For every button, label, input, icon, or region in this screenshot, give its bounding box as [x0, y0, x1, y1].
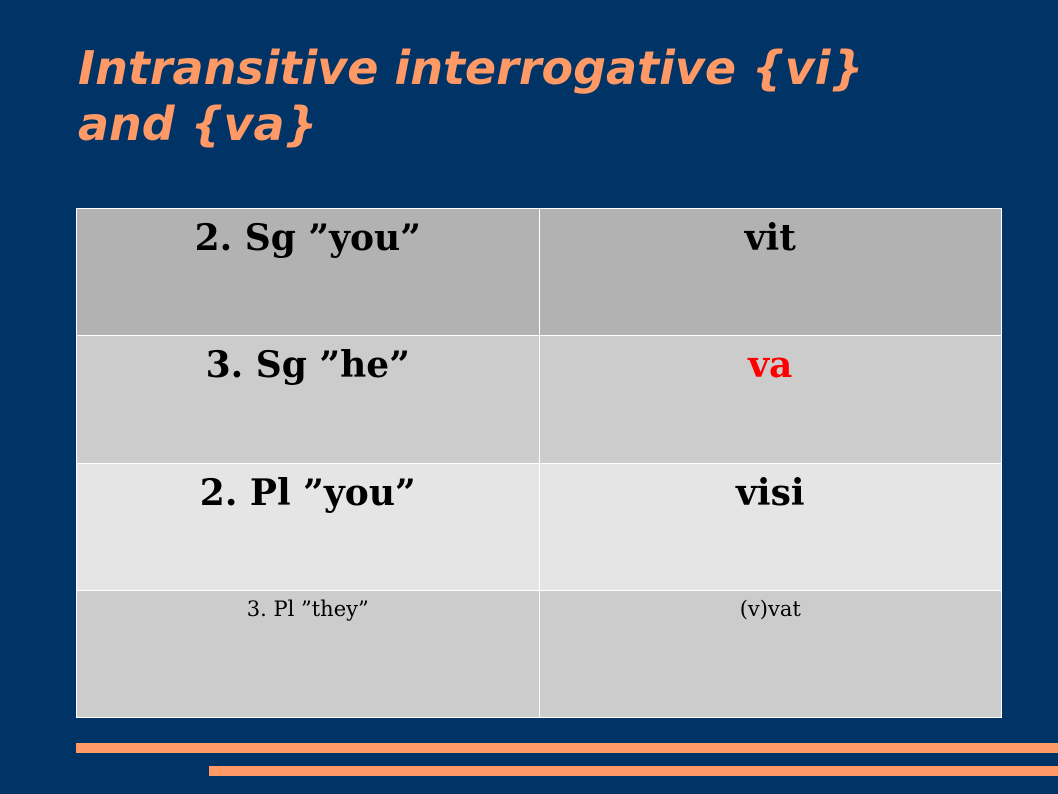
conjugation-table	[76, 208, 1002, 718]
accent-stripe-lower	[209, 766, 1058, 776]
table-row-3-person: 2. Pl ”you”	[77, 464, 539, 590]
accent-stripe-upper	[76, 743, 1058, 753]
table-row-4-person: 3. Pl ”they”	[77, 591, 539, 717]
slide-title-line-1: Intransitive interrogative {vi}	[78, 41, 864, 95]
slide-title-line-2: and {va}	[78, 97, 318, 151]
slide-title	[78, 40, 1018, 152]
table-row-3-form: visi	[540, 464, 1002, 590]
table-row-4-form: (v)vat	[540, 591, 1002, 717]
table-row-2-form-highlighted: va	[540, 336, 1002, 462]
table-row-2-person: 3. Sg ”he”	[77, 336, 539, 462]
table-row-1-form: vit	[540, 209, 1002, 335]
table-row-1-person: 2. Sg ”you”	[77, 209, 539, 335]
